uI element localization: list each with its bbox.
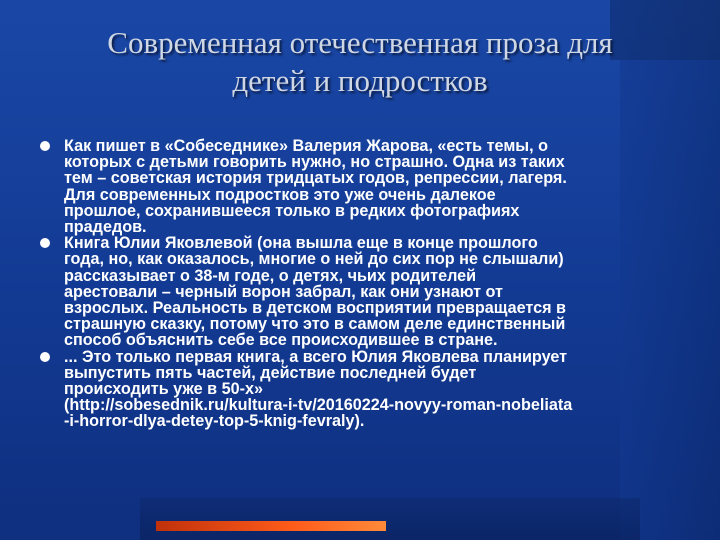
bullet-line: -i-horror-dlya-detey-top-5-knig-fevraly). [64, 412, 365, 431]
bullet-item [36, 138, 696, 235]
bullet-line: выпустить пять частей, действие последней будет [64, 363, 477, 382]
bullet-line: прадедов. [64, 218, 147, 237]
bullet-line: Книга Юлии Яковлевой (она вышла еще в конце прошлого [64, 234, 538, 253]
bullet-line: Для современных подростков это уже очень далекое [64, 185, 496, 204]
bullet-line: рассказывает о 38-м годе, о детях, чьих родителей [64, 266, 477, 285]
bullet-line: прошлое, сохранившееся только в редких фотографиях [64, 201, 520, 220]
bullet-icon [40, 141, 50, 151]
bullet-item [36, 349, 696, 430]
bullet-line: арестовали – черный ворон забрал, как они узнают от [64, 282, 503, 301]
accent-bar [156, 521, 386, 531]
bullet-line: Как пишет в «Собеседнике» Валерия Жарова, «есть темы, о [64, 137, 549, 155]
bullet-line: способ объяснить себе все происходившее в стране. [64, 331, 498, 350]
title-line: детей и подростков [232, 63, 488, 98]
bullet-item [36, 235, 696, 348]
bullet-line: взрослых. Реальность в детском восприятии превращается в [64, 299, 566, 318]
bullet-line: которых с детьми говорить нужно, но страшно. Одна из таких [64, 153, 565, 172]
bullet-icon [40, 238, 50, 248]
title-line: Современная отечественная проза для [107, 25, 613, 60]
bullet-line: тем – советская история тридцатых годов, репрессии, лагеря. [64, 169, 567, 188]
bullet-list [36, 138, 696, 430]
bullet-line: происходить уже в 50-х» [64, 380, 263, 399]
bullet-line: (http://sobesednik.ru/kultura-i-tv/20160224-novyy-roman-nobeliata [64, 396, 573, 415]
bullet-icon [40, 352, 50, 362]
decorative-band-bottom [140, 498, 640, 540]
slide-title [40, 24, 680, 100]
bullet-line: страшную сказку, потому что это в самом деле единственный [64, 315, 566, 334]
bullet-line: года, но, как оказалось, многие о ней до сих пор не слышали) [64, 250, 564, 269]
bullet-line: ... Это только первая книга, а всего Юлия Яковлева планирует [64, 347, 568, 366]
